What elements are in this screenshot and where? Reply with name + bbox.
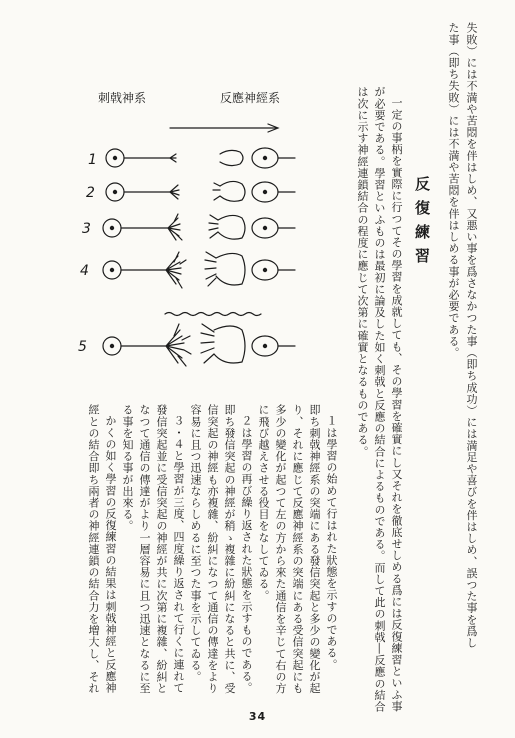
text-column-1: 失敗）には不満や苦悶を伴はしめ、又悪い事を爲さなかつた事（即ち成功）には満足や喜びを伴はしめ、誤つた事を爲し [465,22,478,649]
direction-arrow-icon [170,124,278,132]
text-column-3: 一定の事柄を實際に行つてその學習を成就しても、その學習を確實にし又それを徹底せしめる爲には反復練習といふ事 [390,97,403,712]
page-number: 34 [248,710,267,723]
text-column-9: 多少の變化が起つて左の方から來た通信を辛じて右の方 [274,404,287,694]
stimulus-system-label: 刺戟神系 [98,91,147,105]
text-column-2: た事（即ち失敗）には不満や苦悶を伴はしめる事が必要である。 [447,22,460,359]
neuron-pair-stage-2 [106,181,295,202]
text-column-18: る事を知る事が出來る。 [121,404,134,532]
neuron-chain-diagram [70,86,330,376]
text-column-11: ２は學習の再び繰り返された狀態を示すものである。 [240,415,253,694]
section-heading: 反復練習 [413,176,431,272]
neuron-pair-stage-1 [106,148,295,168]
stage-number-4: 4 [80,263,89,279]
text-column-12: 即ち發信突起の神經が稍ゝ複雜に紛糾になると共に、受 [223,404,236,694]
separator-wave [165,313,261,316]
text-column-15: ３・４と學習が三度、四度繰り返されて行くに連れて [172,415,185,694]
stage-number-1: 1 [88,152,97,168]
text-column-19: かくの如く學習の反復練習の結果は刺戟神經と反應神 [104,415,117,694]
text-column-20: 經との結合即ち兩者の神經連鎖の結合力を増大し、それ [87,404,100,694]
response-system-label: 反應神經系 [220,91,281,105]
text-column-10: に飛び越えさせる役目をなしてゐる。 [257,404,270,602]
text-column-8: り、それに應じて反應神經系の突端にある受信突起にも [291,404,304,694]
text-column-5: は次に示す神經連鎖結合の程度に應じて次第に確實となるものである。 [356,86,369,458]
text-column-13: 信突起の神經も亦複雜、紛糾になつて通信の傳達をより [206,404,219,694]
text-column-16: 發信突起並に受信突起の神經が共に次第に複雜、紛糾と [155,404,168,694]
text-column-17: なつて通信の傳達がより一層容易に且つ迅速となるに至 [138,404,151,694]
neuron-pair-stage-5 [103,324,295,366]
text-column-6: １は學習の始めて行はれた狀態を示すのである。 [325,415,338,671]
stage-number-3: 3 [82,221,91,237]
stage-number-2: 2 [86,185,95,201]
neuron-pair-stage-3 [103,214,295,240]
text-column-4: が必要である。學習といふものは最初に論及した如く刺戟と反應の結合によるものである。而して此の刺戟―反應の結合 [373,86,386,713]
text-column-7: 即ち刺戟神經系の突端にある發信突起と多少の變化が起 [308,404,321,694]
stage-number-5: 5 [78,339,87,355]
neuron-pair-stage-4 [103,252,295,288]
text-column-14: 容易に且つ迅速ならしめるに至つた事を示してゐる。 [189,404,202,683]
